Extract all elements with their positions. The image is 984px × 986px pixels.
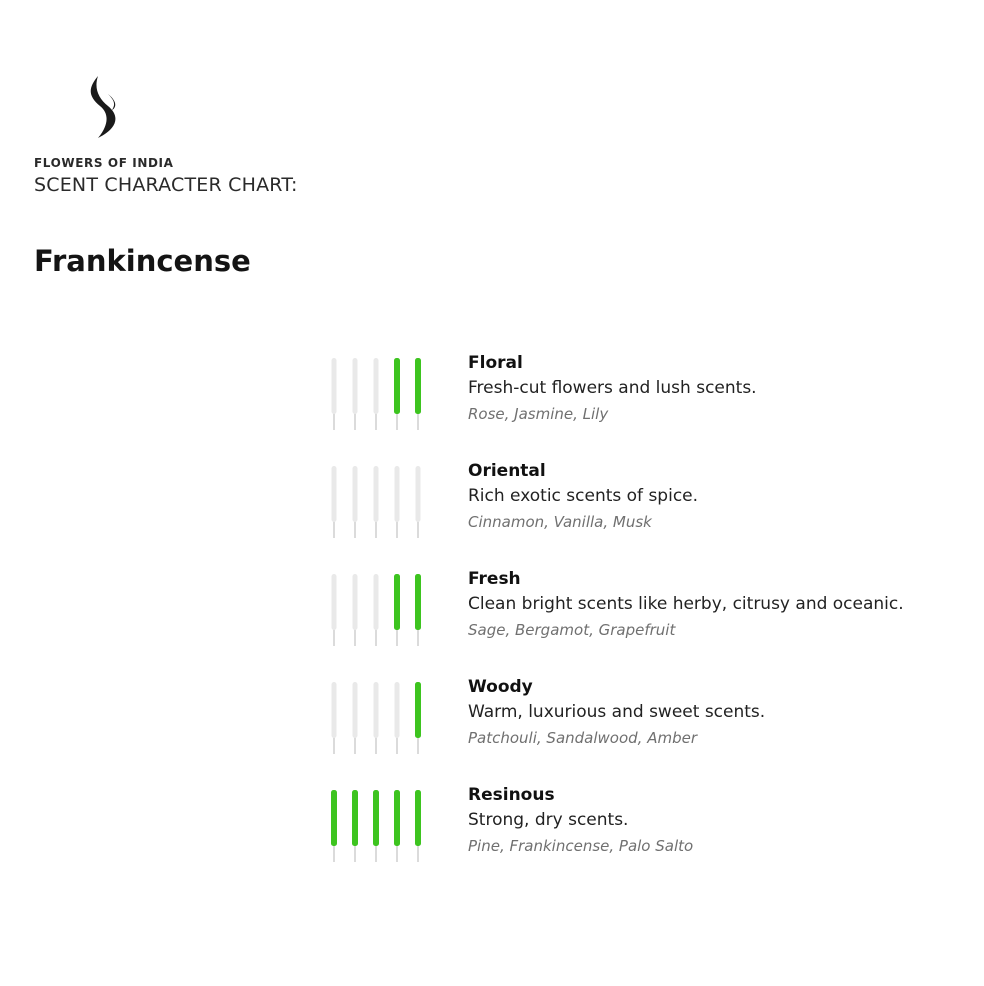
scent-description: Warm, luxurious and sweet scents. bbox=[468, 702, 766, 722]
incense-stick-oriental-2-unlit bbox=[353, 466, 358, 538]
incense-stick-woody-3-unlit bbox=[374, 682, 379, 754]
scent-examples: Pine, Frankincense, Palo Salto bbox=[468, 837, 694, 855]
scent-description: Fresh-cut flowers and lush scents. bbox=[468, 378, 757, 398]
incense-rating-resinous bbox=[326, 784, 436, 862]
scent-row-resinous bbox=[326, 780, 976, 888]
incense-stick-oriental-3-unlit bbox=[374, 466, 379, 538]
incense-stick-resinous-2-lit bbox=[352, 790, 358, 862]
incense-stick-floral-2-unlit bbox=[353, 358, 358, 430]
incense-stick-floral-4-lit bbox=[394, 358, 400, 430]
scent-list bbox=[326, 348, 976, 888]
scent-name: Resinous bbox=[468, 785, 555, 805]
scent-info-woody bbox=[468, 676, 765, 749]
scent-examples: Patchouli, Sandalwood, Amber bbox=[468, 729, 697, 747]
scent-description: Strong, dry scents. bbox=[468, 810, 629, 830]
scent-examples: Cinnamon, Vanilla, Musk bbox=[468, 513, 652, 531]
incense-stick-fresh-5-lit bbox=[415, 574, 421, 646]
scent-description: Rich exotic scents of spice. bbox=[468, 486, 699, 506]
incense-stick-floral-1-unlit bbox=[332, 358, 337, 430]
incense-rating-fresh bbox=[326, 568, 436, 646]
scent-row-woody bbox=[326, 672, 976, 780]
scent-info-resinous bbox=[468, 784, 693, 857]
incense-rating-oriental bbox=[326, 460, 436, 538]
incense-stick-oriental-1-unlit bbox=[332, 466, 337, 538]
incense-stick-floral-5-lit bbox=[415, 358, 421, 430]
incense-rating-woody bbox=[326, 676, 436, 754]
incense-stick-fresh-3-unlit bbox=[374, 574, 379, 646]
scent-info-floral bbox=[468, 352, 757, 425]
incense-stick-woody-1-unlit bbox=[332, 682, 337, 754]
smoke-swirl-icon bbox=[84, 74, 124, 140]
incense-stick-resinous-4-lit bbox=[394, 790, 400, 862]
scent-info-fresh bbox=[468, 568, 904, 641]
incense-rating-floral bbox=[326, 352, 436, 430]
incense-stick-resinous-1-lit bbox=[331, 790, 337, 862]
scent-row-oriental bbox=[326, 456, 976, 564]
incense-stick-oriental-4-unlit bbox=[395, 466, 400, 538]
incense-stick-woody-4-unlit bbox=[395, 682, 400, 754]
scent-row-floral bbox=[326, 348, 976, 456]
chart-title: SCENT CHARACTER CHART: bbox=[34, 174, 298, 196]
incense-stick-fresh-2-unlit bbox=[353, 574, 358, 646]
scent-row-fresh bbox=[326, 564, 976, 672]
scent-info-oriental bbox=[468, 460, 698, 533]
incense-stick-resinous-5-lit bbox=[415, 790, 421, 862]
incense-stick-fresh-4-lit bbox=[394, 574, 400, 646]
incense-stick-woody-5-lit bbox=[415, 682, 421, 754]
scent-examples: Sage, Bergamot, Grapefruit bbox=[468, 621, 676, 639]
incense-stick-oriental-5-unlit bbox=[416, 466, 421, 538]
incense-stick-resinous-3-lit bbox=[373, 790, 379, 862]
scent-examples: Rose, Jasmine, Lily bbox=[468, 405, 609, 423]
scent-name: Oriental bbox=[468, 461, 546, 481]
incense-stick-woody-2-unlit bbox=[353, 682, 358, 754]
brand-name: FLOWERS OF INDIA bbox=[34, 156, 174, 170]
incense-stick-floral-3-unlit bbox=[374, 358, 379, 430]
scent-name: Woody bbox=[468, 677, 533, 697]
scent-description: Clean bright scents like herby, citrusy and oceanic. bbox=[468, 594, 904, 614]
scent-name: Floral bbox=[468, 353, 523, 373]
scent-name: Fresh bbox=[468, 569, 521, 589]
product-name: Frankincense bbox=[34, 244, 251, 278]
incense-stick-fresh-1-unlit bbox=[332, 574, 337, 646]
